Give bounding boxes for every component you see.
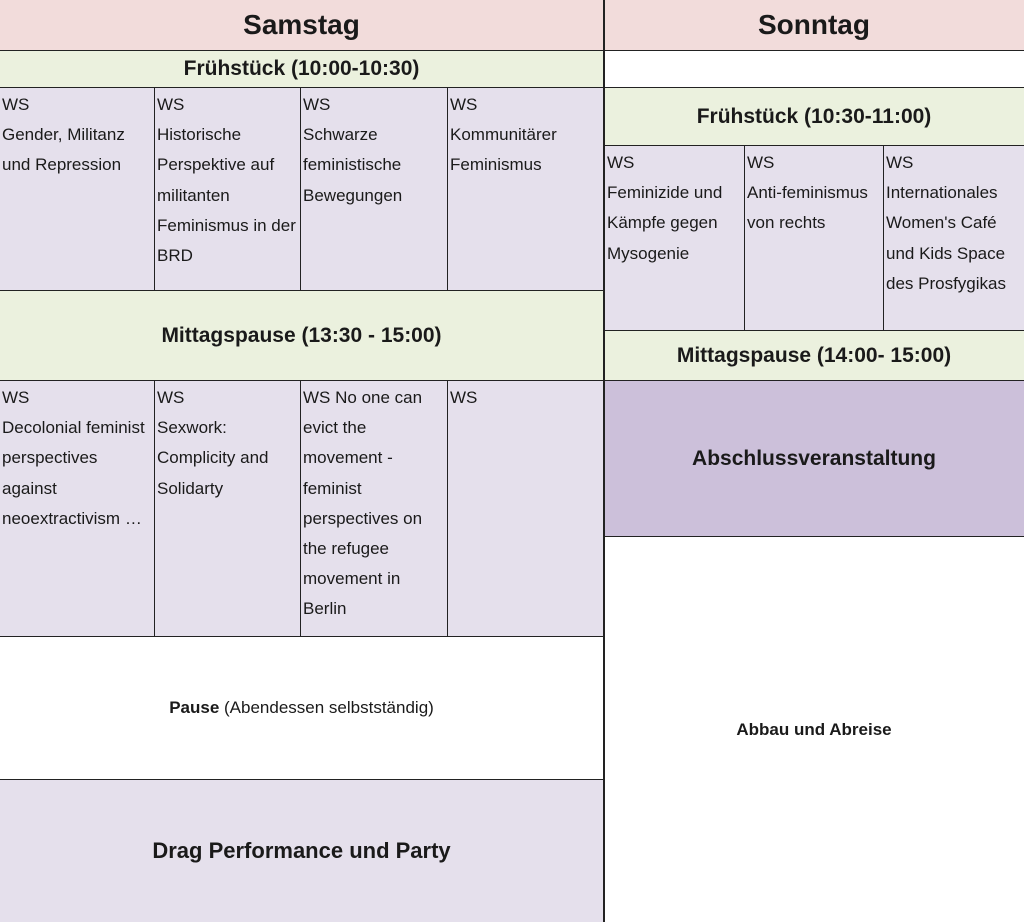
saturday-title: Samstag (243, 9, 360, 40)
workshop-label: WS (450, 388, 478, 407)
cell-divider (883, 146, 884, 330)
cell-divider (744, 146, 745, 330)
cell-divider (447, 381, 448, 636)
row-divider (604, 145, 1024, 146)
cell-divider (154, 381, 155, 636)
saturday-lunch-label: Mittagspause (13:30 - 15:00) (161, 323, 442, 347)
closing-label: Abschlussveranstaltung (692, 446, 936, 470)
sunday-title: Sonntag (758, 9, 870, 40)
workshop-cell (448, 381, 603, 636)
workshop-title: Historische Perspektive auf militanten Feminismus in der BRD (157, 125, 296, 266)
cell-divider (447, 88, 448, 290)
saturday-evening-row (0, 780, 603, 922)
row-divider (0, 87, 603, 88)
row-divider (0, 779, 603, 780)
pause-text (169, 698, 434, 718)
workshop-title: Gender, Militanz und Repression (2, 125, 125, 175)
sunday-closing-row (604, 381, 1024, 536)
evening-label: Drag Performance und Party (152, 838, 451, 863)
row-divider (604, 536, 1024, 537)
workshop-label: WS (747, 153, 775, 172)
row-divider (604, 330, 1024, 331)
workshop-cell (301, 381, 447, 636)
workshop-label: WS (303, 95, 331, 114)
workshop-title: Schwarze feministische Bewegungen (303, 125, 403, 205)
row-divider (0, 290, 603, 291)
sunday-breakfast-row (604, 88, 1024, 145)
saturday-pause-row (0, 637, 603, 779)
workshop-cell (884, 146, 1024, 330)
workshop-label: WS (303, 388, 331, 407)
row-divider (604, 87, 1024, 88)
workshop-label: WS (2, 388, 30, 407)
departure-label: Abbau und Abreise (736, 719, 892, 739)
workshop-label: WS (450, 95, 478, 114)
workshop-cell (0, 381, 154, 636)
workshop-cell (0, 88, 154, 290)
workshop-label: WS (157, 95, 185, 114)
sunday-breakfast-label: Frühstück (10:30-11:00) (696, 104, 932, 128)
cell-divider (300, 381, 301, 636)
workshop-title: Decolonial feminist perspectives against neoextractivism … (2, 418, 145, 528)
sunday-lunch-row (604, 331, 1024, 380)
workshop-title: No one can evict the movement - feminist perspectives on the refugee movement in Berlin (303, 388, 423, 619)
workshop-label: WS (157, 388, 185, 407)
saturday-header (0, 0, 603, 50)
sunday-lunch-label: Mittagspause (14:00- 15:00) (676, 343, 952, 367)
workshop-title: Anti-feminismus von rechts (747, 183, 868, 233)
sunday-header (604, 0, 1024, 50)
row-divider (0, 50, 1024, 51)
workshop-label: WS (886, 153, 914, 172)
cell-divider (154, 88, 155, 290)
workshop-title: Internationales Women's Café und Kids Space des Prosfygikas (886, 183, 1006, 293)
workshop-label: WS (607, 153, 635, 172)
workshop-title: Kommunitärer Feminismus (450, 125, 557, 175)
cell-divider (300, 88, 301, 290)
workshop-title: Sexwork: Complicity and Solidarty (157, 418, 269, 498)
saturday-lunch-row (0, 291, 603, 380)
pause-bold: Pause (169, 698, 220, 717)
workshop-title: Feminizide und Kämpfe gegen Mysogenie (607, 183, 723, 263)
row-divider (0, 636, 603, 637)
workshop-label: WS (2, 95, 30, 114)
saturday-breakfast-row (0, 50, 603, 87)
workshop-cell (605, 146, 744, 330)
saturday-breakfast-label: Frühstück (10:00-10:30) (183, 56, 420, 80)
workshop-cell (448, 88, 603, 290)
workshop-cell (155, 381, 300, 636)
pause-rest: (Abendessen selbstständig) (224, 698, 434, 717)
sunday-empty-row (604, 50, 1024, 87)
workshop-cell (301, 88, 447, 290)
sunday-departure-row (604, 537, 1024, 922)
workshop-cell (155, 88, 300, 290)
column-divider (603, 0, 605, 922)
workshop-cell (745, 146, 883, 330)
